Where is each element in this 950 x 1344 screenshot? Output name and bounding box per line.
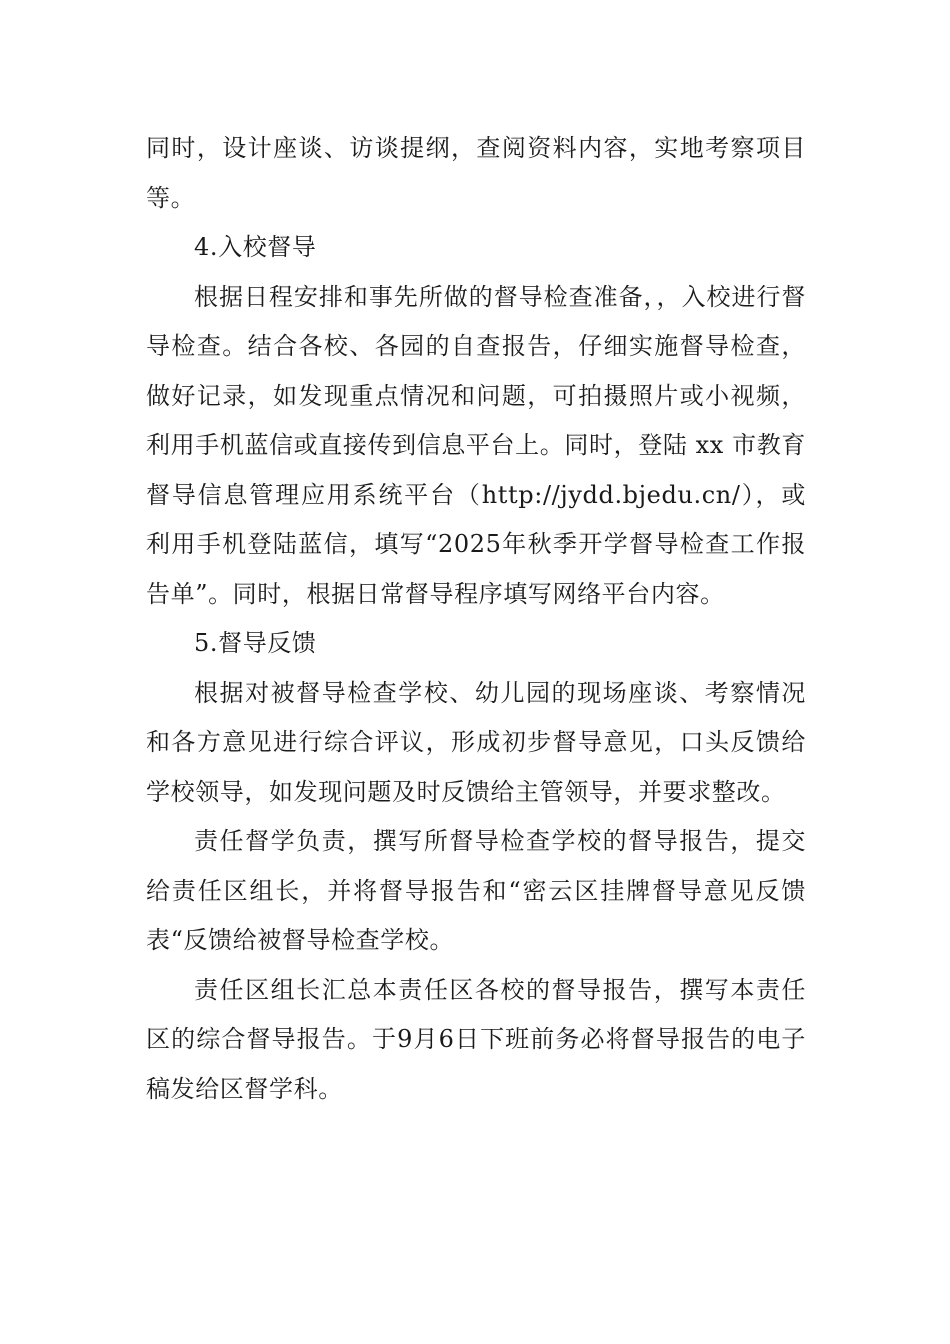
paragraph-continuation: 同时，设计座谈、访谈提纲，查阅资料内容，实地考察项目等。 bbox=[146, 134, 806, 212]
section-heading-feedback: 5.督导反馈 bbox=[194, 629, 317, 657]
paragraph-school-inspection: 根据日程安排和事先所做的督导检查准备，，入校进行督导检查。结合各校、各园的自查报告，仔细实施督导检查，做好记录，如发现重点情况和问题，可拍摄照片或小视频，利用手机蓝信或直接传到信息平台上。同时，登陆 xx 市教育督导信息管理应用系统平台（http://jydd.bjedu.cn/），或利用手机登陆蓝信，填写“2025年秋季开学督导检查工作报告单”。同时，根据日常督导程序填写网络平台内容。 bbox=[146, 282, 806, 608]
paragraph-feedback: 根据对被督导检查学校、幼儿园的现场座谈、考察情况和各方意见进行综合评议，形成初步督导意见，口头反馈给学校领导，如发现问题及时反馈给主管领导，并要求整改。 bbox=[146, 678, 806, 806]
paragraph-district-leader: 责任区组长汇总本责任区各校的督导报告，撰写本责任区的综合督导报告。于9月6日下班前务必将督导报告的电子稿发给区督学科。 bbox=[146, 975, 806, 1103]
document-body bbox=[146, 124, 806, 1114]
paragraph-responsible-inspector: 责任督学负责，撰写所督导检查学校的督导报告，提交给责任区组长，并将督导报告和“密云区挂牌督导意见反馈表“反馈给被督导检查学校。 bbox=[146, 827, 806, 954]
section-heading-school-inspection: 4.入校督导 bbox=[194, 233, 317, 261]
